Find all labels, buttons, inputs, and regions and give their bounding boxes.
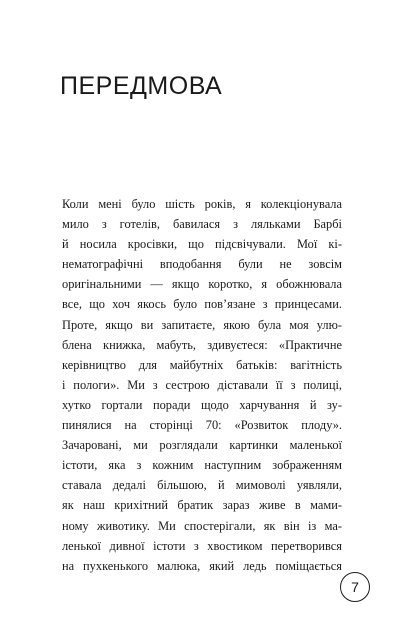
text-line: пинялися на сторінці 70: «Розвиток плоду». bbox=[62, 418, 342, 433]
text-line: керівництво для майбутніх батьків: вагітність bbox=[62, 357, 342, 372]
body-paragraph bbox=[62, 194, 342, 576]
text-line: мило з готелів, бавилася з ляльками Барбі bbox=[62, 217, 342, 232]
text-line: й носила кросівки, що підсвічували. Мої кі- bbox=[62, 237, 342, 252]
text-line: блена книжка, мабуть, здивуєтеся: «Практичне bbox=[62, 337, 342, 352]
text-line: і пологи». Ми з сестрою діставали її з полиці, bbox=[62, 377, 342, 392]
text-line: ставала дедалі більшою, й мимоволі уявляли, bbox=[62, 478, 342, 493]
chapter-title: ПЕРЕДМОВА bbox=[60, 72, 223, 100]
text-line: ному животику. Ми спостерігали, як він із ма- bbox=[62, 518, 342, 533]
text-line: Коли мені було шість років, я колекціонувала bbox=[62, 197, 342, 211]
text-line: хутко гортали поради щодо харчування й зу- bbox=[62, 397, 342, 412]
text-line: ленької дивної істоти з хвостиком перетворився bbox=[62, 538, 342, 553]
text-line: Зачаровані, ми розглядали картинки маленької bbox=[62, 438, 342, 453]
text-line: Проте, якщо ви запитаєте, якою була моя улю- bbox=[62, 317, 342, 332]
text-line: істоти, яка з кожним наступним зображенням bbox=[62, 458, 342, 473]
text-line: як наш крихітний братик зараз живе в мами- bbox=[62, 498, 342, 513]
text-line: все, що хоч якось було пов’язане з принцесами. bbox=[62, 297, 342, 312]
text-line: нематографічні вподобання були не зовсім bbox=[62, 257, 342, 272]
page-number: 7 bbox=[340, 572, 370, 602]
text-line: на пухкенького малюка, який ледь поміщається bbox=[62, 558, 342, 573]
text-line: оригінальними — якщо коротко, я обожнювала bbox=[62, 277, 342, 292]
